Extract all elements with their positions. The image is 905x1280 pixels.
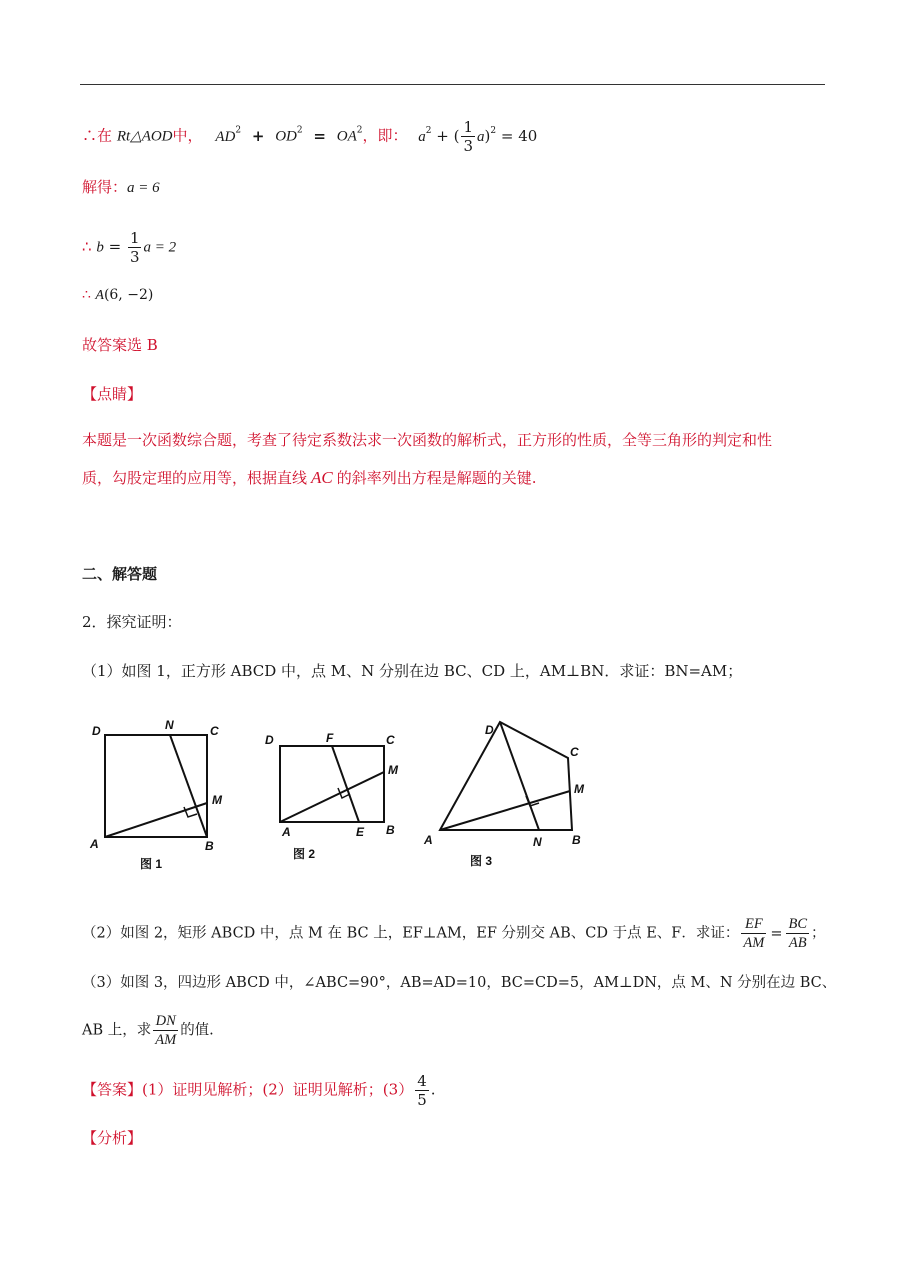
fig1-label-a: A: [90, 837, 99, 851]
fig3-caption: 图 3: [470, 854, 493, 868]
fig1-square: [105, 735, 207, 837]
fig3-line-dn: [500, 722, 539, 830]
answer-label: 【答案】: [82, 1080, 143, 1099]
fig1-label-m: M: [212, 793, 222, 807]
fig2-label-e: E: [356, 825, 365, 839]
answer-line: 【答案】(1）证明见解析；(2）证明见解析；(3） $\frac{4}{5}$ .: [82, 1072, 436, 1109]
question-2-title: 2．探究证明：: [82, 613, 182, 631]
dianjing-text: 本题是一次函数综合题，考查了待定系数法求一次函数的解析式，正方形的性质，全等三角形的判定和性 质，勾股定理的应用等，根据直线 AC 的斜率列出方程是解题的关键.: [82, 431, 773, 487]
fig2-label-b: B: [386, 823, 395, 837]
fig2-label-m: M: [388, 763, 398, 777]
question-2-part-1: （1）如图 1，正方形 ABCD 中，点 M、N 分别在边 BC、CD 上，AM⊥BN．求证：BN=AM；: [82, 662, 743, 680]
analysis-heading: 【分析】: [82, 1129, 143, 1147]
step-pythagoras: ∴在 Rt△AOD中， $AD^2 + OD^2 = OA^2$，即： $a^2$ + ( $\frac{1}{3}$ a)$^2$ = 40: [82, 118, 538, 155]
fraction-one-third: $\frac{1}{3}$: [463, 118, 474, 155]
figure-3: [423, 722, 585, 868]
fig2-rectangle: [280, 746, 384, 822]
fig3-label-c: C: [570, 745, 579, 759]
step-point-a: ∴ A(6, −2): [82, 287, 154, 303]
fig2-label-a: A: [282, 825, 291, 839]
fraction-dn-am: $\frac{DN}{AM}$: [155, 1013, 177, 1048]
fig3-label-d: D: [485, 723, 494, 737]
step-solve: 解得：a = 6: [82, 178, 160, 196]
fig1-label-d: D: [92, 724, 101, 738]
header-rule: [80, 84, 825, 85]
fraction-four-fifths: $\frac{4}{5}$: [417, 1072, 427, 1109]
question-2-part-3-line-1: （3）如图 3，四边形 ABCD 中，∠ABC=90°，AB=AD=10，BC=CD=5，AM⊥DN，点 M、N 分别在边 BC、: [82, 975, 837, 991]
therefore-symbol: ∴: [82, 237, 92, 256]
fraction-ef-am: $\frac{EF}{AM}$: [743, 916, 765, 951]
fig2-caption: 图 2: [293, 847, 316, 861]
fig1-caption: 图 1: [140, 857, 163, 871]
fig2-label-c: C: [386, 733, 395, 747]
step-b-value: ∴ b = $\frac{1}{3}$ a = 2: [82, 229, 177, 266]
dianjing-heading: 【点睛】: [82, 385, 143, 403]
fig3-label-n: N: [533, 835, 542, 849]
figure-2: [265, 731, 399, 861]
fraction-bc-ab: $\frac{BC}{AB}$: [788, 916, 807, 951]
fig1-label-c: C: [210, 724, 219, 738]
fig1-label-n: N: [165, 718, 174, 732]
geometry-figures: [80, 710, 600, 880]
figure-1: [89, 718, 223, 871]
fig3-label-a: A: [424, 833, 433, 847]
fig3-label-m: M: [574, 782, 584, 796]
section-heading: 二、解答题: [82, 565, 158, 583]
therefore-symbol: ∴: [82, 287, 91, 303]
therefore-symbol: ∴: [82, 126, 98, 145]
fig1-line-am: [105, 803, 207, 837]
fig2-label-d: D: [265, 733, 274, 747]
question-2-part-3-line-2: AB 上，求 $\frac{DN}{AM}$ 的值.: [82, 1013, 214, 1048]
question-2-part-2: （2）如图 2，矩形 ABCD 中，点 M 在 BC 上，EF⊥AM，EF 分别交 AB、CD 于点 E、F．求证： $\frac{EF}{AM}$ = $\frac{BC}{AB}$ ；: [82, 916, 826, 951]
fraction-one-third: $\frac{1}{3}$: [129, 229, 140, 266]
fig1-line-bn: [170, 735, 207, 837]
fig1-label-b: B: [205, 839, 214, 853]
fig3-label-b: B: [572, 833, 581, 847]
fig2-label-f: F: [326, 731, 334, 745]
answer-choice: 故答案选 B: [82, 336, 158, 354]
fig2-line-am: [280, 772, 384, 822]
fig2-line-ef: [332, 746, 359, 822]
